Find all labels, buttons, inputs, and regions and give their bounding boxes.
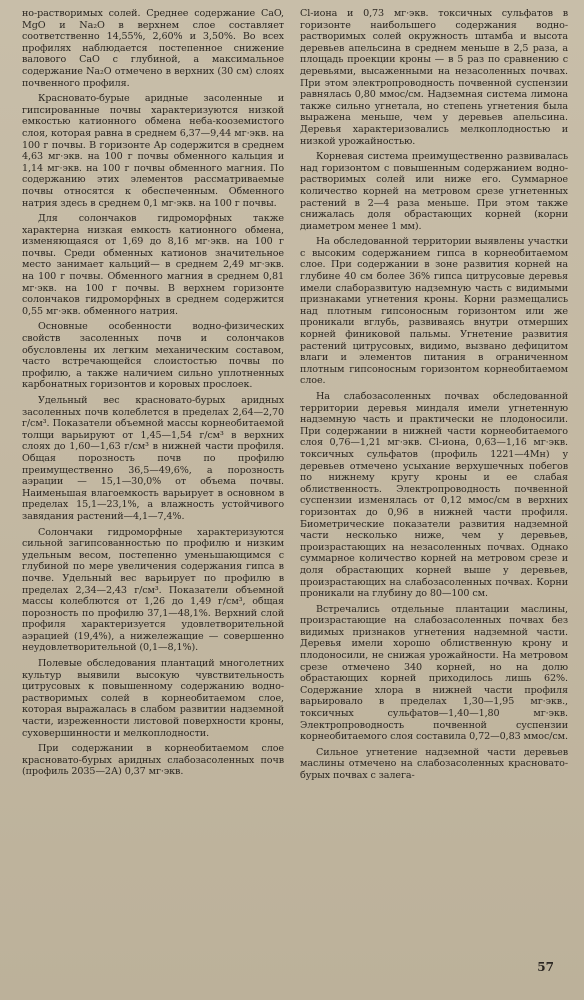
paragraph: Для солончаков гидроморфных также характерна низкая емкость катионного обмена, изменяющаяся от 1,69 до 8,16 мг·экв. на 100 г почвы. Среди обменных катионов значительное место занимает кальций— в среднем 2,49 мг·экв. на 100 г почвы. Обменного магния в среднем 0,81 мг·экв. на 100 г почвы. В верхнем горизонте солончаков гидроморфных в среднем содержится 0,55 мг·экв. обменного натрия. (22, 213, 284, 317)
paragraph: Красновато-бурые аридные засоленные и гипсированные почвы характеризуются низкой емкостью катионного обмена неба-кооземистого слоя, которая равна в среднем 6,37—9,44 мг·экв. на 100 г почвы. В горизонте Ар содержится в среднем 4,63 мг·экв. на 100 г почвы обменного кальция и 1,14 мг·экв. на 100 г почвы обменного магния. По содержанию этих элементов рассматриваемые почвы относятся к обеспеченным. Обменного натрия здесь в среднем 0,1 мг·экв. на 100 г почвы. (22, 93, 284, 209)
paragraph: Удельный вес красновато-бурых аридных засоленных почв колеблется в пределах 2,64—2,70 г/см³. Показатели объемной массы корнеобитаемой толщи варьируют от 1,45—1,54 г/см³ в верхних слоях до 1,60—1,63 г/см³ в нижней части профиля. Общая порозность почв по профилю преимущественно 36,5—49,6%, а порозность аэрации — 15,1—30,0% от объема почвы. Наименьшая влагоемкость варьирует в основном в пределах 15,1—23,1%, а влажность устойчивого завядания растений—4,1—7,4%. (22, 395, 284, 522)
left-text-column (22, 8, 284, 782)
right-text-column (300, 8, 568, 786)
paragraph: Встречались отдельные плантации маслины, произрастающие на слабозасоленных почвах без видимых признаков угнетения надземной части. Деревья имели хорошо облиственную крону и плодоносили, не снижая урожайности. На метровом срезе отмечено 340 корней, но на долю обрастающих корней приходилось лишь 62%. Содержание хлора в нижней части профиля варьировало в пределах 1,30—1,95 мг·экв., токсичных сульфатов—1,40—1,80 мг·экв. Электропроводность почвенной суспензии корнеобитаемого слоя составила 0,72—0,83 ммос/см. (300, 603, 568, 743)
paragraph: Корневая система преимущественно развивалась над горизонтом с повышенным содержанием водно-растворимых солей или ниже его. Суммарное количество корней на метровом срезе угнетенных растений в 2—4 раза меньше. При этом также снижалась доля обрастающих корней (корни диаметром менее 1 мм). (300, 151, 568, 232)
paragraph: Солончаки гидроморфные характеризуются сильной загипсованностью по профилю и низким удельным весом, постепенно уменьшающимся с глубиной по мере увеличения содержания гипса в почве. Удельный вес варьирует по профилю в пределах 2,34—2,43 г/см³. Показатели объемной массы колеблются от 1,26 до 1,49 г/см³, общая порозность по профилю 37,1—48,1%. Верхний слой профиля характеризуется удовлетворительной аэрацией (19,4%), а нижележащие — совершенно неудовлетворительной (0,1—8,1%). (22, 526, 284, 654)
paragraph: Сильное угнетение надземной части деревьев маслины отмечено на слабозасоленных красновато-бурых почвах с залега- (300, 746, 568, 781)
paragraph: Основные особенности водно-физических свойств засоленных почв и солончаков обусловлены их легким механическим составом, часто встречающейся слоистостью почвы по профилю, а также наличием сильно уплотненных карбонатных горизонтов и коровых прослоек. (22, 321, 284, 391)
paragraph: На обследованной территории выявлены участки с высоким содержанием гипса в корнеобитаемом слое. При содержании в зоне развития корней на глубине 40 см более 36% гипса цитрусовые деревья имели слаборазвитую надземную часть с видимыми признаками угнетения кроны. Корни размещались над плотным гипсоносным горизонтом или же проникали вглубь, развиваясь внутри отмерших корней финиковой пальмы. Угнетение развития растений цитрусовых, видимо, вызвано дефицитом влаги и элементов питания в ограниченном плотным гипсоносным горизонтом корнеобитаемом слое. (300, 236, 568, 387)
paragraph: При содержании в корнеобитаемом слое красновато-бурых аридных слабозасоленных почв (профиль 2035—2А) 0,37 мг·экв. (22, 743, 284, 778)
page-number: 57 (537, 960, 554, 974)
paragraph: Cl-иона и 0,73 мг·экв. токсичных сульфатов в горизонте наибольшего содержания водно-растворимых солей окружность штамба и высота деревьев апельсина в среднем меньше в 2,5 раза, а площадь проекции кроны — в 5 раз по сравнению с деревьями, высаженными на незасоленных почвах. При этом электропроводность почвенной суспензии равнялась 0,80 ммос/см. Надземная система лимона также сильно угнетала, но степень угнетения была выражена меньше, чем у деревьев апельсина. Деревья характеризовались мелкоплодностью и низкой урожайностью. (300, 8, 568, 147)
paragraph: Полевые обследования плантаций многолетних культур выявили высокую чувствительность цитрусовых к повышенному содержанию водно-растворимых солей в корнеобитаемом слое, которая выражалась в слабом развитии надземной части, изреженности листовой поверхности кроны, суховершинности и мелкоплодности. (22, 658, 284, 739)
paragraph: На слабозасоленных почвах обследованной территории деревья миндаля имели угнетенную надземную часть и практически не плодоносили. При содержании в нижней части корнеобитаемого слоя 0,76—1,21 мг·экв. Cl-иона, 0,63—1,16 мг·экв. токсичных сульфатов (профиль 1221—4Мн) у деревьев отмечено усыхание верхушечных побегов по нижнему кругу кроны и ее слабая облиственность. Электропроводность почвенной суспензии изменялась от 0,12 ммос/см в верхних горизонтах до 0,96 в нижней части профиля. Биометрические показатели развития надземной части несколько ниже, чем у деревьев, произрастающих на незасоленных почвах. Однако суммарное количество корней на метровом срезе и доля обрастающих корней выше у деревьев, произрастающих на слабозасоленных почвах. Корни проникали на глубину до 80—100 см. (300, 391, 568, 600)
paragraph: но-растворимых солей. Среднее содержание CaO, MgO и Na₂O в верхнем слое составляет соответственно 14,55%, 2,60% и 3,50%. Во всех профилях наблюдается постепенное снижение валового CaO с глубиной, а максимальное содержание Na₂O отмечено в верхних (30 см) слоях почвенного профиля. (22, 8, 284, 89)
